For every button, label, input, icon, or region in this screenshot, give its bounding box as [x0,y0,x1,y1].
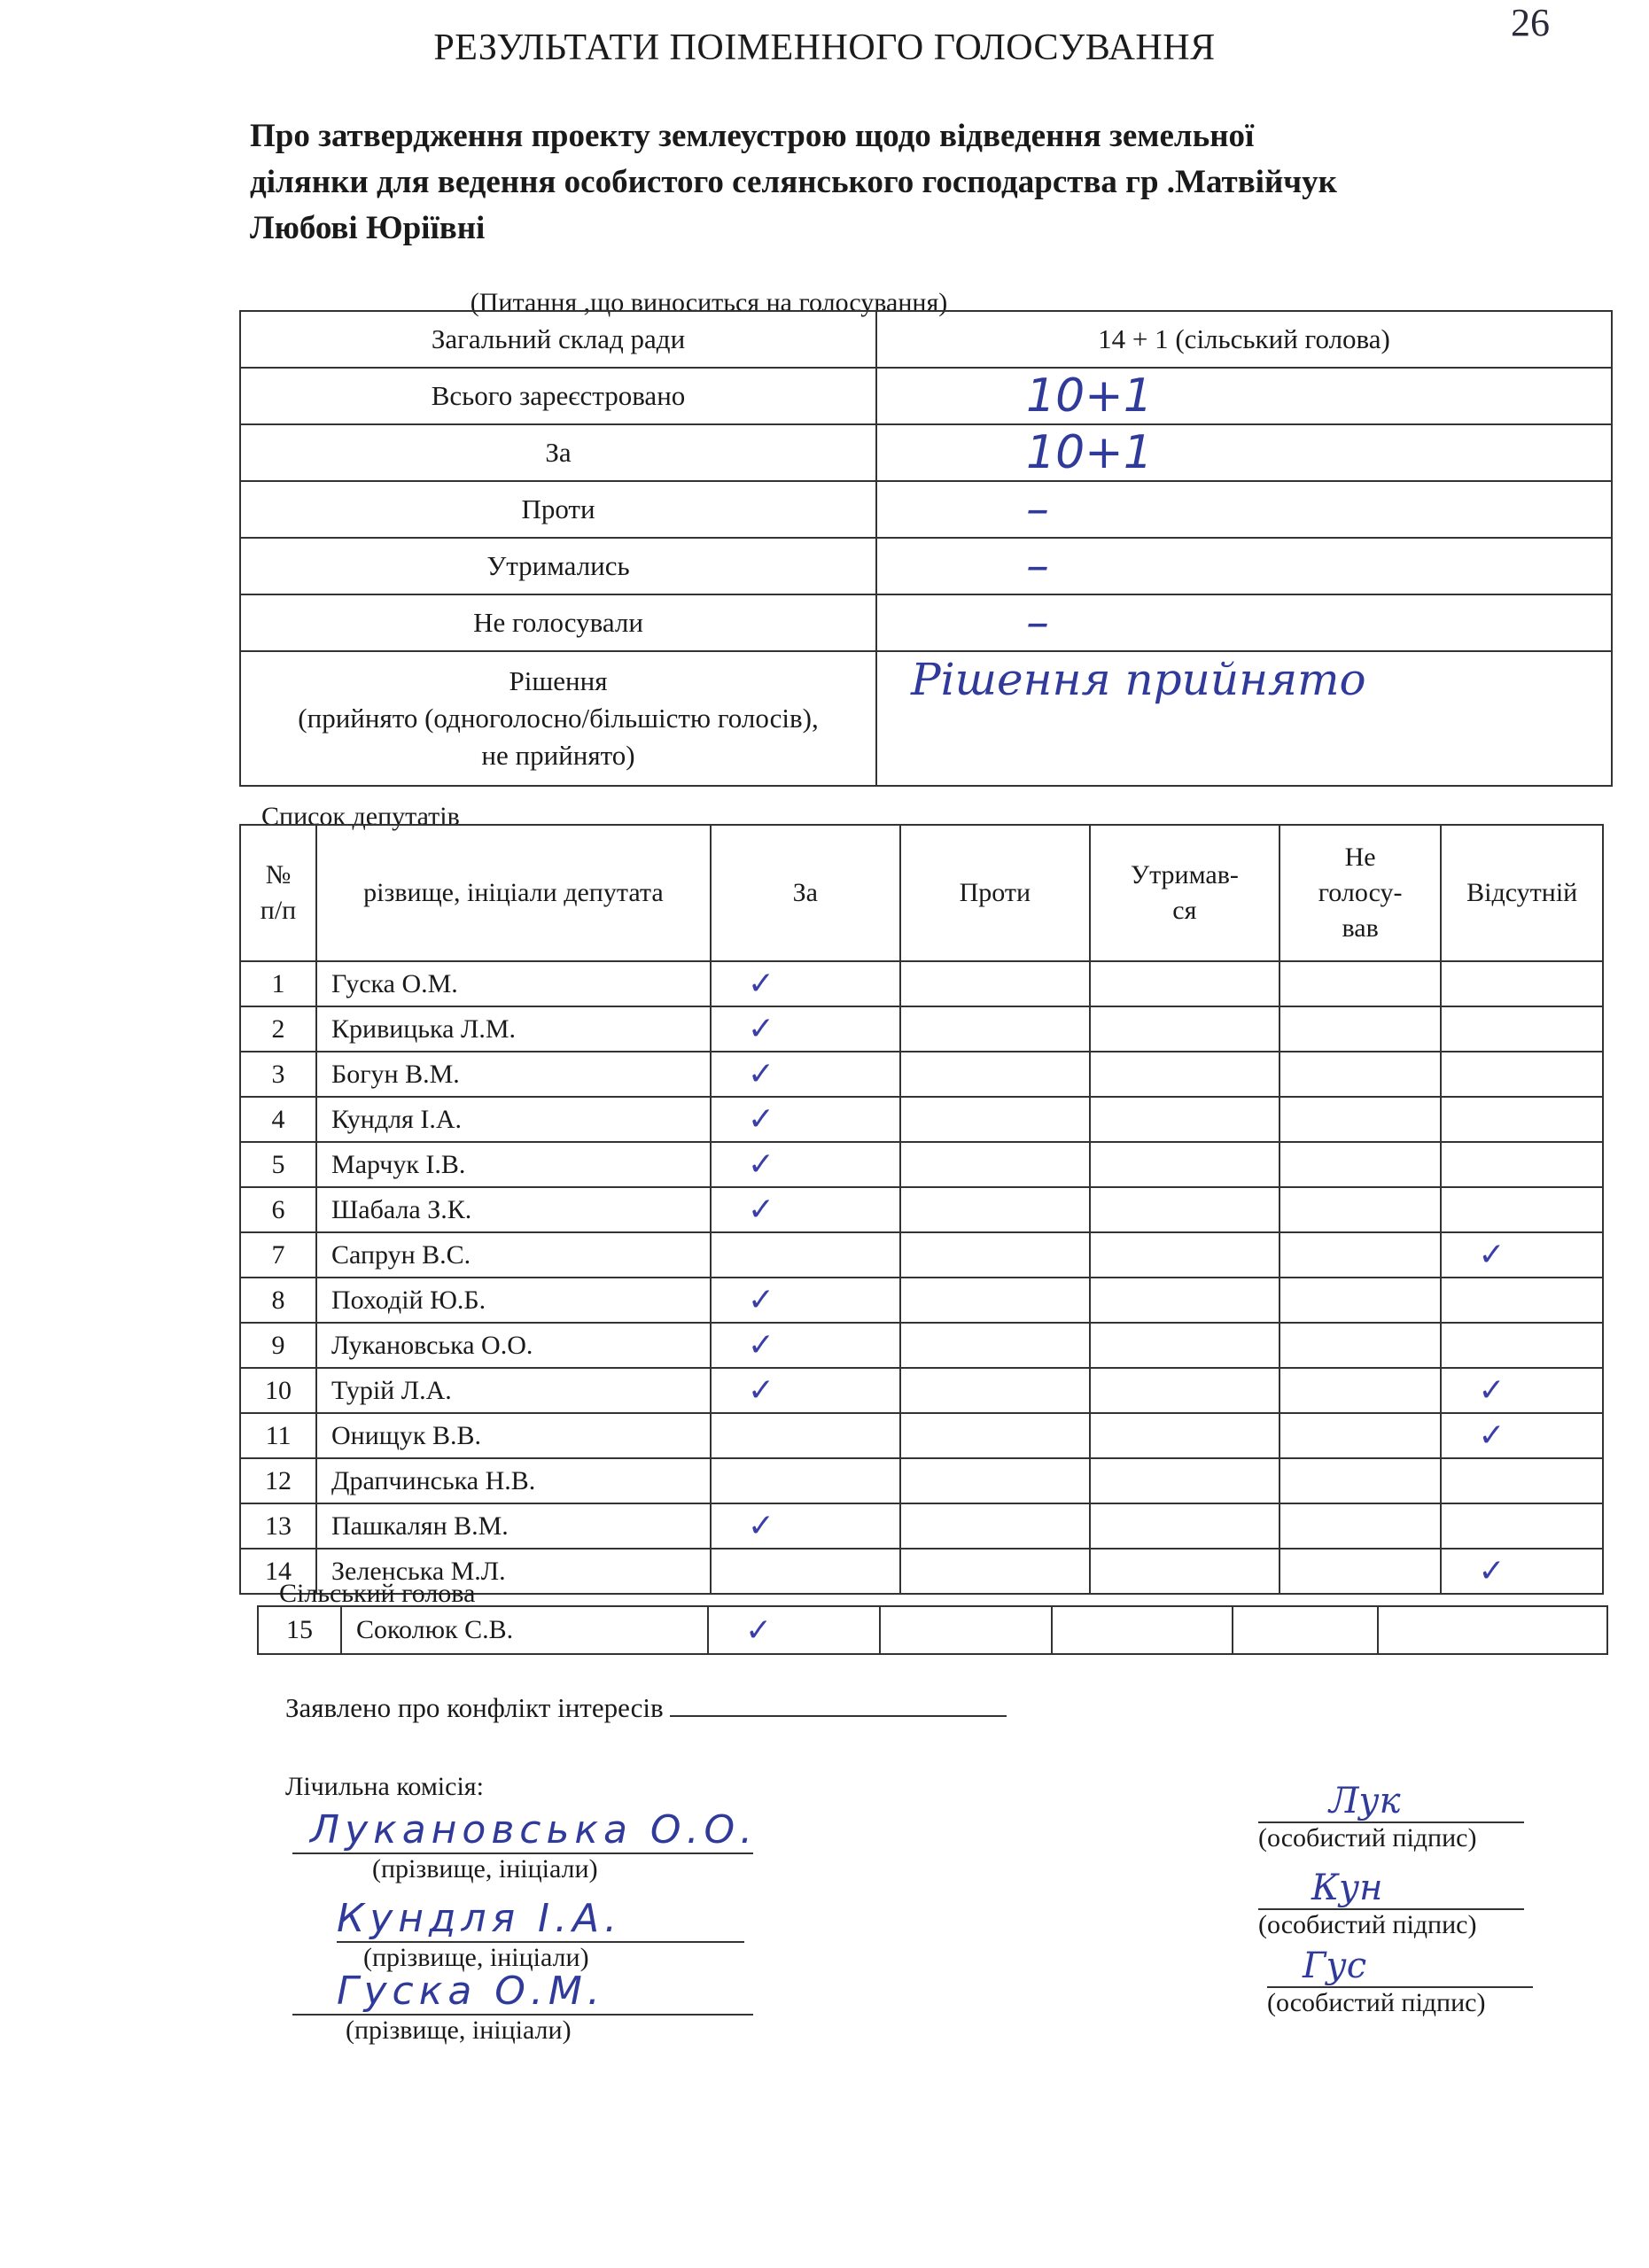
vote-cell-absent [1441,1052,1603,1097]
village-head-num: 15 [258,1606,341,1654]
vote-cell-abstained [1090,1006,1280,1052]
check-mark-icon: ✓ [1478,1372,1505,1409]
deputy-num: 11 [240,1413,316,1458]
abstained-value-cell [876,538,1612,594]
table-row [240,1413,1603,1458]
header-name: різвище, ініціали депутата [316,825,711,961]
vote-cell-abstained [1090,1097,1280,1142]
deputy-name: Лукановська О.О. [316,1323,711,1368]
vote-cell-against [900,961,1090,1006]
document-title: РЕЗУЛЬТАТИ ПОІМЕННОГО ГОЛОСУВАННЯ [433,27,1216,68]
table-row [240,1368,1603,1413]
vote-cell-against [900,1413,1090,1458]
summary-row-against [240,481,1612,538]
village-head-caption: Сільський голова [279,1579,476,1608]
vote-cell-not-voted [1280,1142,1442,1187]
deputy-name: Пашкалян В.М. [316,1503,711,1549]
summary-row-abstained [240,538,1612,594]
member-name-caption: (прізвище, ініціали) [346,2016,572,2045]
table-row [240,1278,1603,1323]
decision-value-cell [876,651,1612,786]
vote-cell-for [711,1503,900,1549]
vote-cell-for [711,1097,900,1142]
summary-row-for [240,424,1612,481]
vote-cell-absent [1441,1458,1603,1503]
deputy-num: 2 [240,1006,316,1052]
vote-cell-not-voted [1280,1368,1442,1413]
registered-label: Всього зареєстровано [240,368,876,424]
deputy-num: 7 [240,1232,316,1278]
check-mark-icon: ✓ [747,1508,774,1544]
member-handwritten-name: Лукановська О.О. [310,1807,758,1852]
deputy-num: 8 [240,1278,316,1323]
vote-cell-absent [1441,1232,1603,1278]
deputies-caption: Список депутатів [261,802,460,831]
header-abstained-line-1: Утримав- [1130,860,1239,889]
summary-row-not-voted [240,594,1612,651]
deputy-name: Онищук В.В. [316,1413,711,1458]
signature-mark: Гус [1303,1946,1367,1986]
deputy-num: 6 [240,1187,316,1232]
member-name-caption: (прізвище, ініціали) [363,1943,589,1972]
check-mark-icon: ✓ [1478,1237,1505,1273]
vote-cell-absent [1441,1097,1603,1142]
conflict-of-interest [285,1692,1007,1724]
table-row [240,1323,1603,1368]
vote-cell-absent [1441,1187,1603,1232]
vote-cell-absent [1441,961,1603,1006]
table-row [240,1006,1603,1052]
vote-cell-for [711,1368,900,1413]
deputy-num: 13 [240,1503,316,1549]
vote-cell-against [900,1052,1090,1097]
header-not-voted [1280,825,1442,961]
vote-cell-for [711,1142,900,1187]
vote-cell-for [711,1232,900,1278]
header-not-voted-line-1: Не [1344,843,1376,872]
signature-mark: Лук [1329,1781,1401,1821]
vote-cell-absent [1441,1323,1603,1368]
village-head-for-cell [708,1606,880,1654]
vote-cell-for [711,1549,900,1594]
deputy-num: 1 [240,961,316,1006]
vote-cell-for [711,961,900,1006]
vote-cell-absent [1441,1142,1603,1187]
vote-cell-against [900,1006,1090,1052]
commission-member-1 [292,1807,758,1884]
subject-caption: (Питання ,що виноситься на голосування) [470,288,948,317]
deputy-name: Гуска О.М. [316,961,711,1006]
commission-member-3 [292,1969,753,2046]
for-label: За [240,424,876,481]
voting-subject: Про затвердження проекту землеустрою щодо відведення земельної ділянки для ведення особистого селянського господарства гр .Матвійчук Любові Юріївні [250,118,1337,246]
vote-cell-abstained [1090,1187,1280,1232]
vote-cell-against [900,1097,1090,1142]
deputy-num: 10 [240,1368,316,1413]
vote-cell-not-voted [1280,1549,1442,1594]
summary-row-registered [240,368,1612,424]
against-value: – [1026,483,1049,536]
deputy-name: Турій Л.А. [316,1368,711,1413]
check-mark-icon: ✓ [747,1101,774,1138]
signature-block-3 [1267,1946,1533,2018]
vote-cell-for [711,1458,900,1503]
vote-cell-abstained [1090,961,1280,1006]
not-voted-value: – [1026,596,1049,649]
summary-row-decision [240,651,1612,786]
vote-cell-not-voted [1280,1097,1442,1142]
check-mark-icon: ✓ [747,1146,774,1183]
deputy-num: 3 [240,1052,316,1097]
vote-cell-for [711,1278,900,1323]
deputy-name: Богун В.М. [316,1052,711,1097]
vote-cell-abstained [1090,1142,1280,1187]
check-mark-icon: ✓ [747,1372,774,1409]
total-value: 14 + 1 (сільський голова) [876,311,1612,368]
decision-label-line-2: (прийнято (одноголосно/більшістю голосів), [298,703,819,734]
vote-cell-against [900,1142,1090,1187]
header-num-line-2: п/п [260,896,297,925]
decision-label-line-1: Рішення [509,665,608,696]
vote-cell-not-voted [1280,1187,1442,1232]
village-head-table [257,1605,1608,1655]
vote-cell-abstained [1090,1278,1280,1323]
vote-cell-against [900,1187,1090,1232]
deputy-num: 12 [240,1458,316,1503]
check-mark-icon: ✓ [747,966,774,1002]
check-mark-icon: ✓ [1478,1553,1505,1589]
abstained-label: Утримались [240,538,876,594]
vote-cell-against [900,1503,1090,1549]
table-row [240,961,1603,1006]
check-mark-icon: ✓ [747,1056,774,1092]
check-mark-icon: ✓ [747,1327,774,1363]
vote-cell-for [711,1052,900,1097]
signature-mark: Кун [1311,1868,1383,1908]
vote-cell-abstained [1090,1549,1280,1594]
signature-block-1 [1258,1781,1524,1853]
vote-cell-not-voted [1280,1413,1442,1458]
village-head-absent-cell [1378,1606,1607,1654]
village-head-against-cell [880,1606,1052,1654]
signature-caption: (особистий підпис) [1267,1988,1486,2017]
vote-cell-not-voted [1280,1006,1442,1052]
deputy-name: Кривицька Л.М. [316,1006,711,1052]
header-against: Проти [900,825,1090,961]
check-mark-icon: ✓ [1478,1418,1505,1454]
table-row [240,1458,1603,1503]
vote-cell-absent [1441,1503,1603,1549]
deputy-name: Драпчинська Н.В. [316,1458,711,1503]
vote-cell-for [711,1413,900,1458]
vote-cell-not-voted [1280,1323,1442,1368]
member-handwritten-name: Кундля І.А. [337,1896,623,1941]
against-value-cell [876,481,1612,538]
registered-value-cell [876,368,1612,424]
table-row [240,1232,1603,1278]
deputy-num: 4 [240,1097,316,1142]
check-mark-icon: ✓ [747,1192,774,1228]
signature-block-2 [1258,1868,1524,1940]
decision-label [240,651,876,786]
deputy-num: 5 [240,1142,316,1187]
deputies-table [239,824,1604,1595]
vote-cell-not-voted [1280,1052,1442,1097]
check-mark-icon: ✓ [747,1011,774,1047]
vote-cell-not-voted [1280,1503,1442,1549]
vote-cell-absent [1441,1413,1603,1458]
vote-cell-for [711,1323,900,1368]
not-voted-label: Не голосували [240,594,876,651]
village-head-row [258,1606,1607,1654]
deputy-name: Шабала З.К. [316,1187,711,1232]
deputies-header-row [240,825,1603,961]
header-for: За [711,825,900,961]
header-not-voted-line-3: вав [1342,913,1379,943]
vote-cell-for [711,1006,900,1052]
deputy-name: Сапрун В.С. [316,1232,711,1278]
deputy-name: Кундля І.А. [316,1097,711,1142]
deputy-name: Зеленська М.Л. [316,1549,711,1594]
conflict-label: Заявлено про конфлікт інтересів [285,1692,664,1723]
header-absent: Відсутній [1441,825,1603,961]
header-abstained-line-2: ся [1172,896,1197,925]
header-num [240,825,316,961]
vote-cell-against [900,1458,1090,1503]
vote-cell-against [900,1232,1090,1278]
decision-label-line-3: не прийнято) [481,740,635,771]
vote-cell-against [900,1278,1090,1323]
deputy-name: Марчук І.В. [316,1142,711,1187]
table-row [240,1097,1603,1142]
check-mark-icon: ✓ [745,1612,773,1649]
commission-label: Лічильна комісія: [285,1772,484,1801]
vote-cell-absent [1441,1549,1603,1594]
vote-cell-for [711,1187,900,1232]
village-head-abstained-cell [1052,1606,1233,1654]
vote-cell-abstained [1090,1503,1280,1549]
vote-cell-not-voted [1280,1278,1442,1323]
total-label: Загальний склад ради [240,311,876,368]
table-row [240,1187,1603,1232]
signature-caption: (особистий підпис) [1258,1910,1477,1939]
deputy-num: 9 [240,1323,316,1368]
vote-cell-abstained [1090,1232,1280,1278]
not-voted-value-cell [876,594,1612,651]
vote-cell-not-voted [1280,1458,1442,1503]
voting-summary-table [239,310,1613,787]
decision-value: Рішення прийнято [911,654,1366,705]
vote-cell-absent [1441,1278,1603,1323]
deputy-name: Походій Ю.Б. [316,1278,711,1323]
check-mark-icon: ✓ [747,1282,774,1318]
village-head-not-voted-cell [1233,1606,1378,1654]
vote-cell-abstained [1090,1458,1280,1503]
vote-cell-against [900,1368,1090,1413]
registered-value: 10+1 [1026,369,1153,423]
summary-row-total [240,311,1612,368]
against-label: Проти [240,481,876,538]
deputies-body [240,961,1603,1594]
signature-caption: (особистий підпис) [1258,1823,1477,1852]
conflict-blank-line [670,1692,1007,1717]
abstained-value: – [1026,540,1049,593]
vote-cell-against [900,1323,1090,1368]
for-value-cell [876,424,1612,481]
deputy-num: 14 [240,1549,316,1594]
vote-cell-abstained [1090,1413,1280,1458]
member-name-caption: (прізвище, ініціали) [372,1854,598,1884]
vote-cell-absent [1441,1006,1603,1052]
vote-cell-abstained [1090,1052,1280,1097]
header-not-voted-line-2: голосу- [1318,878,1403,907]
table-row [240,1052,1603,1097]
header-abstained [1090,825,1280,961]
vote-cell-not-voted [1280,1232,1442,1278]
member-handwritten-name: Гуска О.М. [337,1969,605,2014]
vote-cell-absent [1441,1368,1603,1413]
village-head-name: Соколюк С.В. [341,1606,708,1654]
vote-cell-abstained [1090,1368,1280,1413]
vote-cell-not-voted [1280,961,1442,1006]
vote-cell-abstained [1090,1323,1280,1368]
vote-cell-against [900,1549,1090,1594]
commission-member-2 [337,1896,744,1973]
header-num-line-1: № [265,860,292,889]
page-number: 26 [1511,1,1550,44]
table-row [240,1142,1603,1187]
for-value: 10+1 [1026,426,1153,479]
table-row [240,1503,1603,1549]
